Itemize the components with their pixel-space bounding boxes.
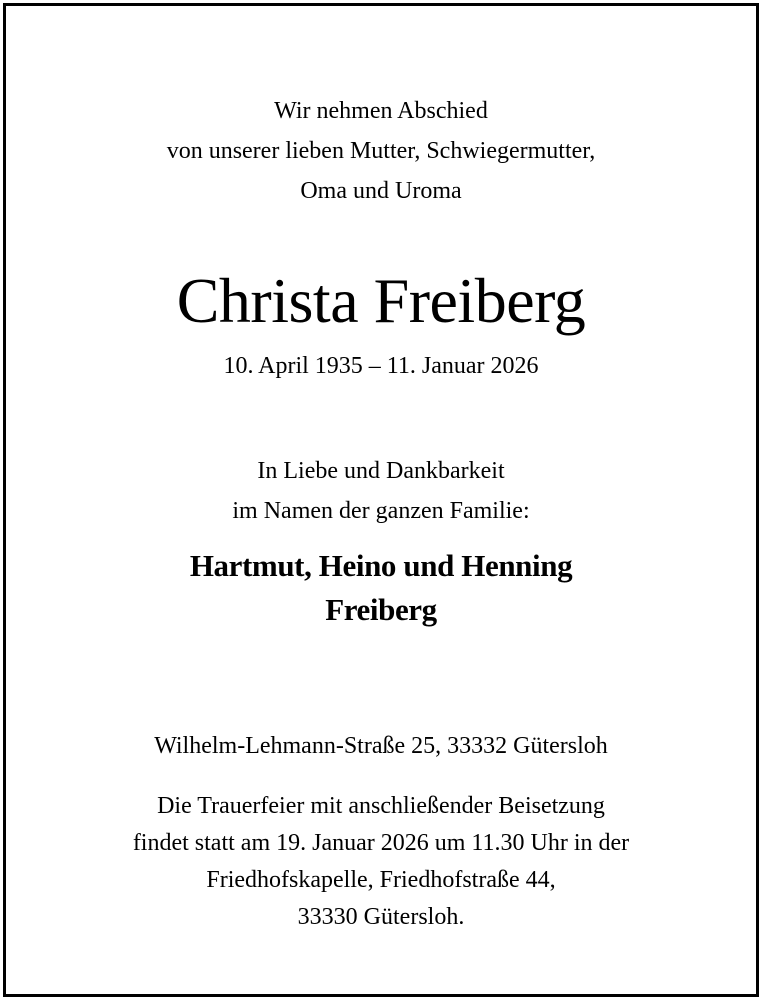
deceased-name: Christa Freiberg [176, 265, 586, 336]
ceremony-line: findet statt am 19. Januar 2026 um 11.30 Uhr in der [132, 830, 630, 856]
thanks-line: im Namen der ganzen Familie: [232, 498, 530, 524]
farewell-intro [6, 91, 756, 211]
thanks-text [6, 451, 756, 531]
family-names [6, 544, 756, 632]
family-line: Hartmut, Heino und Henning [189, 548, 573, 583]
ceremony-line: 33330 Gütersloh. [297, 904, 465, 930]
ceremony-line: Die Trauerfeier mit anschließender Beisetzung [157, 793, 605, 819]
intro-line: von unserer lieben Mutter, Schwiegermutter, [166, 138, 596, 164]
family-line: Freiberg [325, 592, 437, 627]
ceremony-details [6, 788, 756, 936]
intro-line: Oma und Uroma [300, 178, 462, 204]
ceremony-line: Friedhofskapelle, Friedhofstraße 44, [206, 867, 556, 893]
intro-line: Wir nehmen Abschied [274, 98, 488, 124]
obituary-notice [3, 3, 759, 997]
family-address: Wilhelm-Lehmann-Straße 25, 33332 Gütersloh [154, 733, 608, 759]
thanks-line: In Liebe und Dankbarkeit [257, 458, 505, 484]
life-dates: 10. April 1935 – 11. Januar 2026 [223, 353, 539, 379]
